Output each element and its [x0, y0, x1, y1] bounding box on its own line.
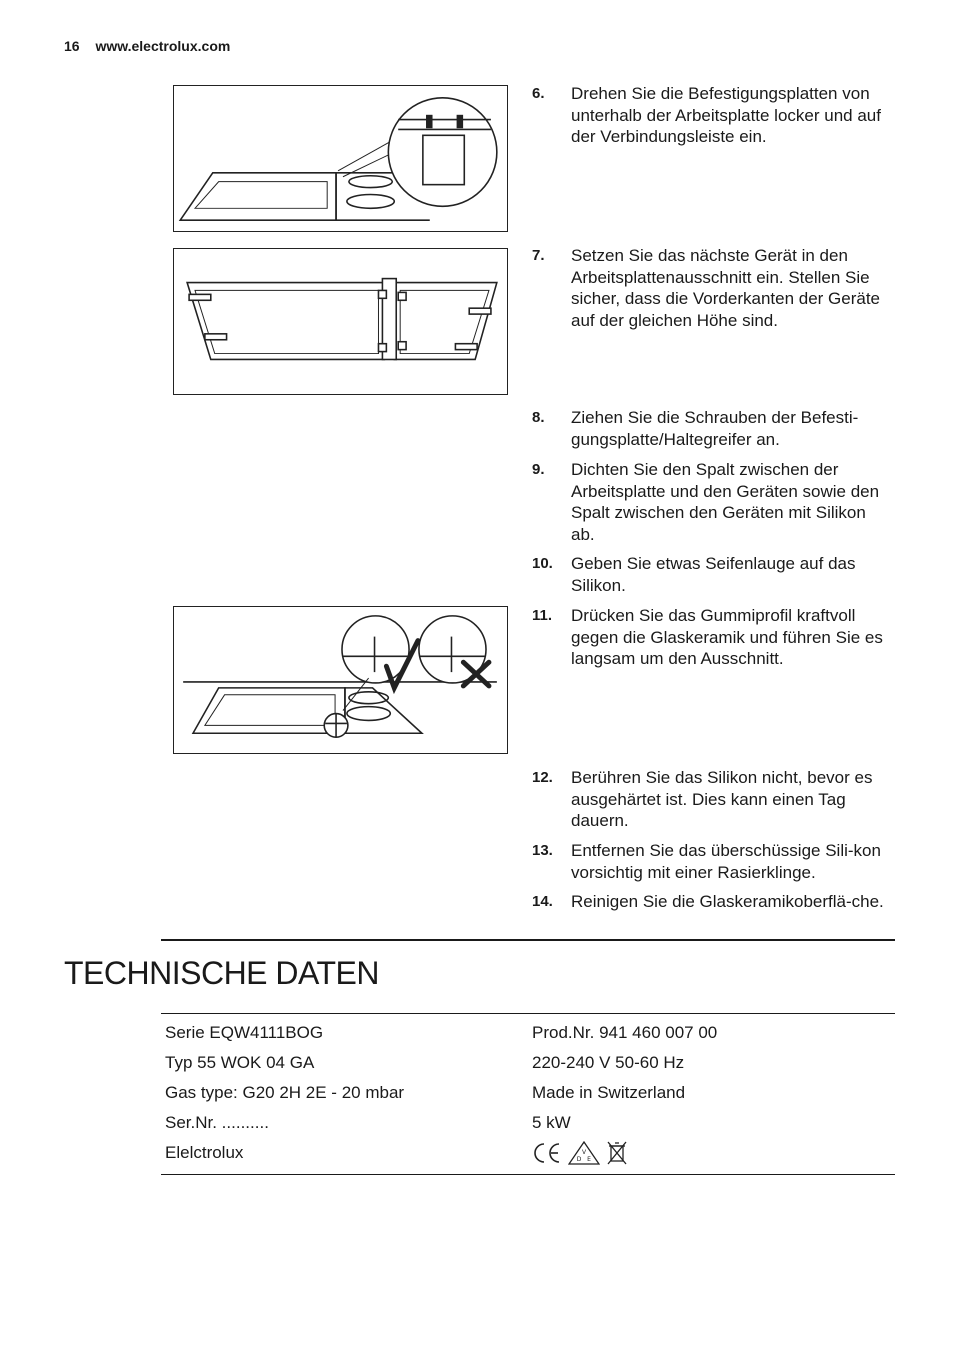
figure-two-appliances: [173, 248, 508, 395]
step-7: [532, 245, 892, 331]
figure-silicone-seal: [173, 606, 508, 754]
step-text: Geben Sie etwas Seifenlauge auf das Silikon.: [571, 554, 856, 595]
step-number: 9.: [532, 461, 545, 478]
tech-cell-left: Serie EQW4111BOG: [165, 1023, 324, 1042]
step-10: [532, 553, 892, 596]
step-13: [532, 840, 892, 883]
table-row: [161, 1138, 895, 1168]
vde-letter-e: E: [587, 1156, 591, 1163]
step-11: [532, 605, 892, 670]
step-number: 14.: [532, 893, 553, 910]
tech-cell-right: 220-240 V 50-60 Hz: [532, 1053, 685, 1072]
tech-cell-right: Made in Switzerland: [532, 1083, 686, 1102]
table-row: [161, 1078, 895, 1108]
step-12: [532, 767, 892, 832]
step-number: 11.: [532, 607, 553, 624]
section-title: TECHNISCHE DATEN: [64, 955, 379, 991]
step-number: 12.: [532, 769, 553, 786]
section-divider: [161, 939, 895, 941]
tech-cell-right: 5 kW: [532, 1113, 571, 1132]
tech-data-table: [161, 1013, 895, 1175]
page-header: [64, 38, 230, 54]
step-text: Reinigen Sie die Glaskeramikoberflä-che.: [571, 892, 884, 911]
tech-cell-left: Ser.Nr. ..........: [165, 1113, 269, 1132]
step-number: 6.: [532, 85, 545, 102]
fixing-plate-illustration: [174, 86, 507, 231]
step-text: Drücken Sie das Gummiprofil kraftvoll gegen die Glaskeramik und führen Sie es langsam um den Ausschnitt.: [571, 606, 883, 668]
vde-letter-v: V: [581, 1149, 587, 1156]
step-text: Dichten Sie den Spalt zwischen der Arbeitsplatte und den Geräten sowie den Spalt zwischen den Geräten mit Silikon ab.: [571, 460, 880, 544]
step-text: Setzen Sie das nächste Gerät in den Arbeitsplattenausschnitt ein. Stellen Sie sicher, dass die Vorderkanten der Geräte auf der gleichen Höhe sind.: [571, 246, 881, 330]
step-number: 7.: [532, 247, 545, 264]
step-6: [532, 83, 892, 148]
figure-fixing-plate: [173, 85, 508, 232]
step-9: [532, 459, 892, 545]
table-row: [161, 1018, 895, 1048]
weee-bin-icon: [606, 1140, 628, 1166]
vde-mark-icon: [568, 1141, 600, 1165]
ce-mark-icon: [532, 1141, 562, 1165]
step-14: [532, 891, 892, 913]
step-text: Berühren Sie das Silikon nicht, bevor es ausgehärtet ist. Dies kann einen Tag dauern.: [571, 768, 873, 830]
step-number: 8.: [532, 409, 545, 426]
silicone-seal-illustration: [174, 607, 507, 753]
two-appliances-illustration: [174, 249, 507, 394]
step-8: [532, 407, 892, 450]
tech-cell-right: Prod.Nr. 941 460 007 00: [532, 1023, 718, 1042]
vde-letter-d: D: [576, 1156, 582, 1163]
table-row: [161, 1048, 895, 1078]
step-text: Entfernen Sie das überschüssige Sili-kon vorsichtig mit einer Rasierklinge.: [571, 841, 881, 882]
step-text: Drehen Sie die Befestigungsplatten von unterhalb der Arbeitsplatte locker und auf der Verbindungsleiste ein.: [571, 84, 881, 146]
tech-cell-left: Typ 55 WOK 04 GA: [165, 1053, 315, 1072]
certification-marks: [532, 1140, 895, 1166]
tech-cell-left: Elelctrolux: [165, 1143, 244, 1162]
website-link[interactable]: www.electrolux.com: [95, 38, 231, 54]
tech-cell-left: Gas type: G20 2H 2E - 20 mbar: [165, 1083, 405, 1102]
step-number: 13.: [532, 842, 553, 859]
step-text: Ziehen Sie die Schrauben der Befesti-gungsplatte/Haltegreifer an.: [571, 408, 859, 449]
step-number: 10.: [532, 555, 553, 572]
table-row: [161, 1108, 895, 1138]
page-number: 16: [64, 38, 80, 54]
